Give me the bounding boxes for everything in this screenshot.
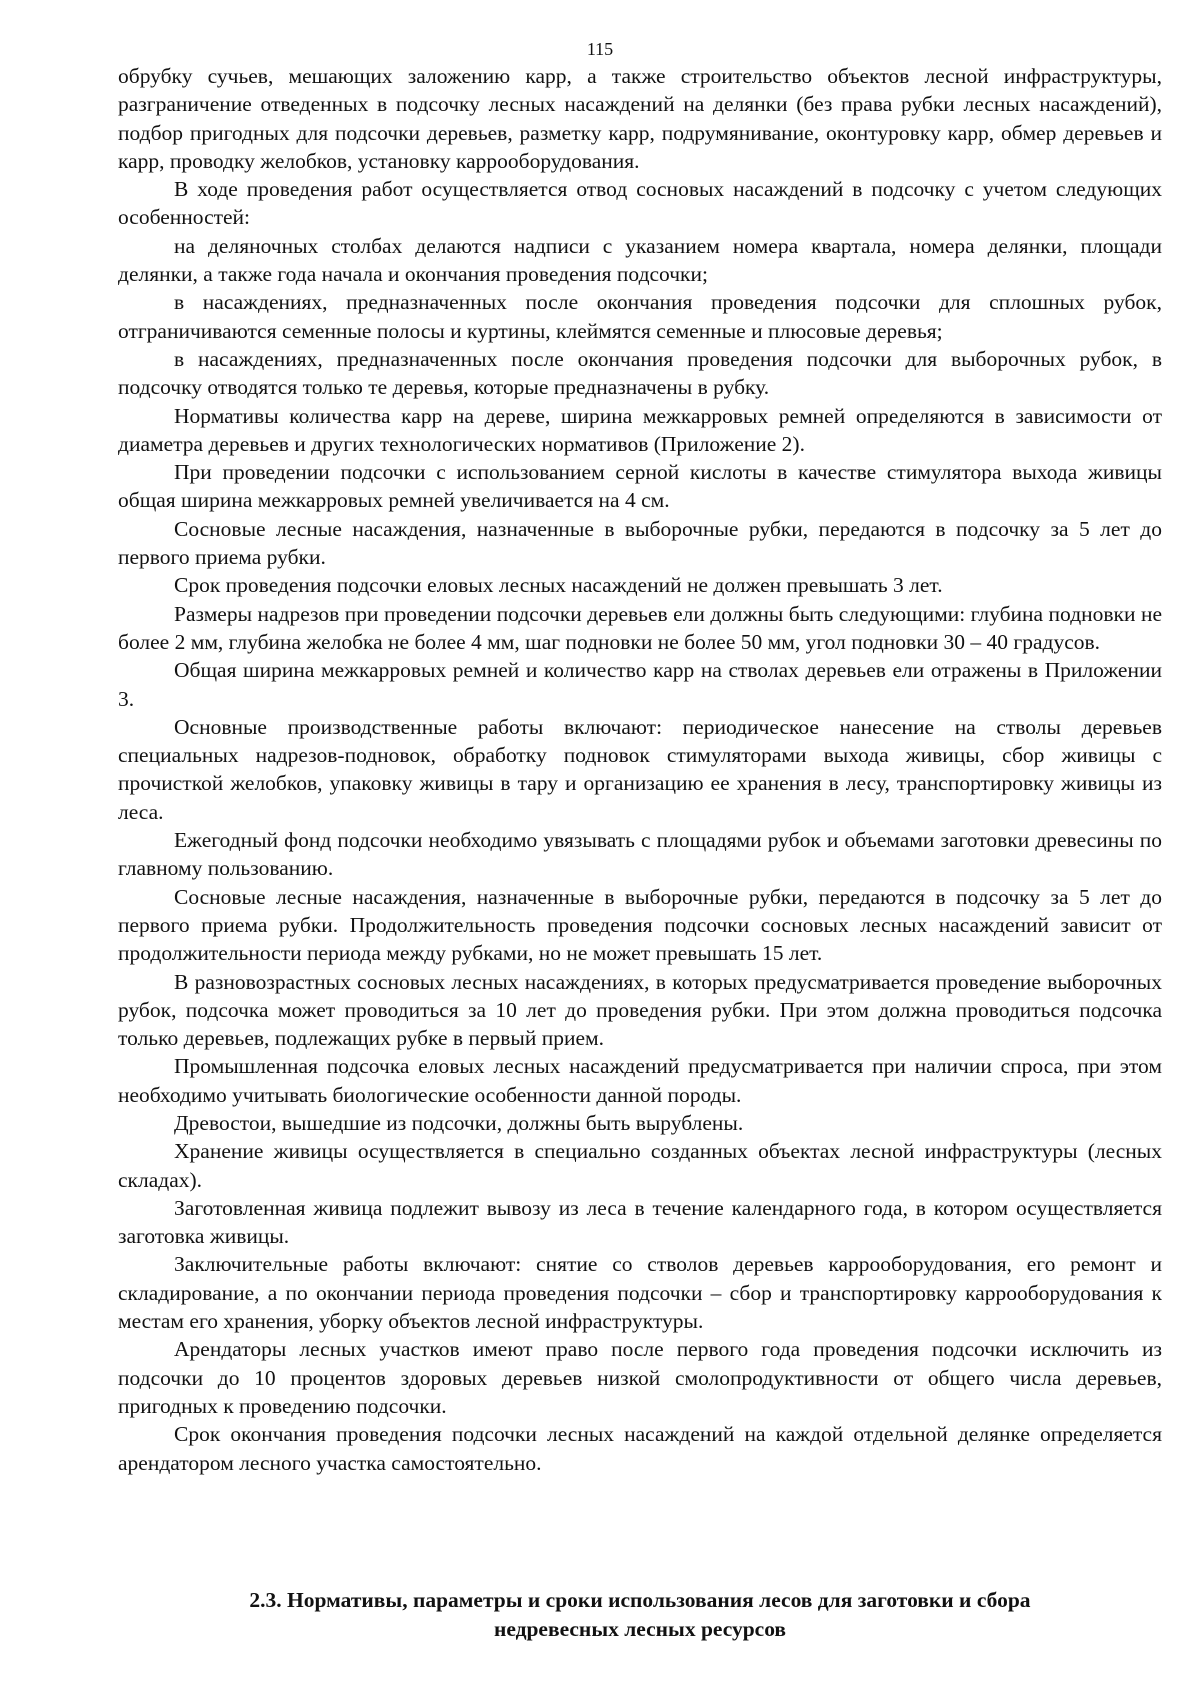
- paragraph: Заготовленная живица подлежит вывозу из леса в течение календарного года, в котором осуществляется заготовка живицы.: [118, 1195, 1162, 1249]
- paragraph: Заключительные работы включают: снятие со стволов деревьев каррооборудования, его ремонт и складирование, а по окончании периода проведения подсочки – сбор и транспортировку каррооборудования к местам его хранения, уборку объектов лесной инфраструктуры.: [118, 1252, 1162, 1334]
- paragraph: Арендаторы лесных участков имеют право после первого года проведения подсочки исключить из подсочки до 10 процентов здоровых деревьев низкой смолопродуктивности от общего числа деревьев, пригодных к проведению подсочки.: [118, 1337, 1162, 1418]
- paragraph: Нормативы количества карр на дереве, ширина межкарровых ремней определяются в зависимости от диаметра деревьев и других технологических нормативов (Приложение 2).: [118, 403, 1162, 456]
- paragraph: Сосновые лесные насаждения, назначенные в выборочные рубки, передаются в подсочку за 5 лет до первого приема рубки.: [118, 516, 1162, 570]
- body-text: [118, 62, 1162, 1477]
- paragraph: Срок проведения подсочки еловых лесных насаждений не должен превышать 3 лет.: [174, 573, 943, 598]
- paragraph: в насаждениях, предназначенных после окончания проведения подсочки для выборочных рубок, в подсочку отводятся только те деревья, которые предназначены в рубку.: [118, 346, 1162, 400]
- paragraph: Ежегодный фонд подсочки необходимо увязывать с площадями рубок и объемами заготовки древесины по главному пользованию.: [118, 828, 1162, 881]
- paragraph: на деляночных столбах делаются надписи с указанием номера квартала, номера делянки, площади делянки, а также года начала и окончания проведения подсочки;: [118, 233, 1162, 287]
- paragraph: Срок окончания проведения подсочки лесных насаждений на каждой отдельной делянке определяется арендатором лесного участка самостоятельно.: [118, 1422, 1162, 1475]
- paragraph: Размеры надрезов при проведении подсочки деревьев ели должны быть следующими: глубина подновки не более 2 мм, глубина желобка не более 4 мм, шаг подновки не более 50 мм, угол подновки 30 – 40 градусов.: [118, 601, 1162, 654]
- paragraph: в насаждениях, предназначенных после окончания проведения подсочки для сплошных рубок, отграничиваются семенные полосы и куртины, клеймятся семенные и плюсовые деревья;: [118, 290, 1162, 343]
- paragraph: Общая ширина межкарровых ремней и количество карр на стволах деревьев ели отражены в Приложении 3.: [118, 658, 1162, 711]
- paragraph: В ходе проведения работ осуществляется отвод сосновых насаждений в подсочку с учетом следующих особенностей:: [118, 177, 1162, 230]
- paragraph: Промышленная подсочка еловых лесных насаждений предусматривается при наличии спроса, при этом необходимо учитывать биологические особенности данной породы.: [118, 1054, 1162, 1107]
- paragraph: В разновозрастных сосновых лесных насаждениях, в которых предусматривается проведение выборочных рубок, подсочка может проводиться за 10 лет до проведения рубки. При этом должна проводиться подсочка только деревьев, подлежащих рубке в первый прием.: [118, 969, 1162, 1051]
- paragraph: Древостои, вышедшие из подсочки, должны быть вырублены.: [174, 1110, 744, 1135]
- section-heading-line-1: 2.3. Нормативы, параметры и сроки использования лесов для заготовки и сбора: [249, 1588, 1031, 1612]
- paragraph: При проведении подсочки с использованием серной кислоты в качестве стимулятора выхода живицы общая ширина межкарровых ремней увеличивается на 4 см.: [118, 460, 1162, 513]
- section-heading-line-2: недревесных лесных ресурсов: [493, 1616, 787, 1641]
- section-heading: [118, 1586, 1162, 1643]
- paragraph: обрубку сучьев, мешающих заложению карр, а также строительство объектов лесной инфраструктуры, разграничение отведенных в подсочку лесных насаждений на делянки (без права рубки лесных насаждений), подбор пригодных для подсочки деревьев, разметку карр, подрумянивание, оконтуровку карр, обмер деревьев и карр, проводку желобков, установку каррооборудования.: [118, 64, 1162, 173]
- paragraph: Сосновые лесные насаждения, назначенные в выборочные рубки, передаются в подсочку за 5 лет до первого приема рубки. Продолжительность проведения подсочки сосновых лесных насаждений зависит от продолжительности периода между рубками, но не может превышать 15 лет.: [118, 884, 1162, 966]
- paragraph: Основные производственные работы включают: периодическое нанесение на стволы деревьев специальных надрезов-подновок, обработку подновок стимуляторами выхода живицы, сбор живицы с прочисткой желобков, упаковку живицы в тару и организацию ее хранения в лесу, транспортировку живицы из леса.: [118, 714, 1162, 824]
- page-number: 115: [586, 39, 614, 59]
- paragraph: Хранение живицы осуществляется в специально созданных объектах лесной инфраструктуры (лесных складах).: [118, 1139, 1162, 1192]
